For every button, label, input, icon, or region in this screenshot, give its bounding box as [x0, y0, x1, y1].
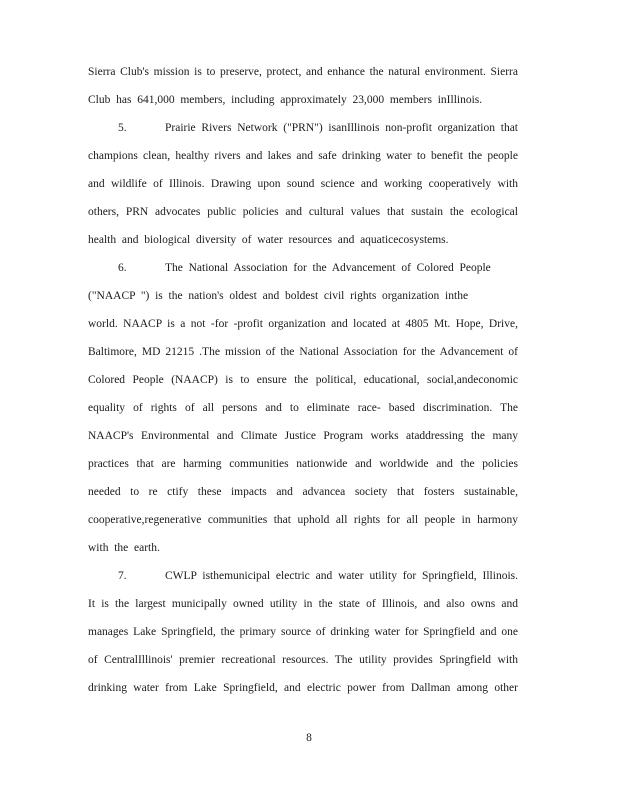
text-line: ("NAACP ") is the nation's oldest and boldest civil rights organization inthe [88, 290, 469, 302]
text-line-content: CWLP isthemunicipal electric and water utility for Springfield, Illinois. [165, 570, 518, 582]
text-line: practices that are harming communities nationwide and worldwide and the policies [88, 458, 518, 470]
text-line: drinking water from Lake Springfield, and electric power from Dallman among other [88, 682, 518, 694]
text-line: with the earth. [88, 542, 160, 554]
text-line [88, 254, 518, 282]
text-line: NAACP's Environmental and Climate Justice Program works ataddressing the many [88, 430, 518, 442]
text-line: and wildlife of Illinois. Drawing upon sound science and working cooperatively with [88, 178, 518, 190]
text-line-content: Prairie Rivers Network ("PRN") isanIllinois non-profit organization that [165, 122, 518, 134]
text-line: Colored People (NAACP) is to ensure the political, educational, social,andeconomic [88, 374, 518, 386]
text-line: of CentralIllinois' premier recreational resources. The utility provides Springfield with [88, 654, 518, 666]
text-line: equality of rights of all persons and to eliminate race- based discrimination. The [88, 402, 518, 414]
paragraph-number: 6. [118, 262, 127, 274]
paragraph-number: 5. [118, 122, 127, 134]
text-line: manages Lake Springfield, the primary source of drinking water for Springfield and one [88, 626, 518, 638]
text-line: Baltimore, MD 21215 .The mission of the National Association for the Advancement of [88, 346, 518, 358]
text-line [88, 114, 518, 142]
text-line: It is the largest municipally owned utility in the state of Illinois, and also owns and [88, 598, 518, 610]
text-line: health and biological diversity of water resources and aquaticecosystems. [88, 234, 449, 246]
text-line: Sierra Club's mission is to preserve, protect, and enhance the natural environment. Sierra [88, 66, 518, 78]
text-line: champions clean, healthy rivers and lakes and safe drinking water to benefit the people [88, 150, 518, 162]
text-line-content: The National Association for the Advancement of Colored People [165, 262, 491, 274]
body-text [88, 58, 518, 702]
text-line: world. NAACP is a not -for -profit organization and located at 4805 Mt. Hope, Drive, [88, 318, 518, 330]
page-number: 8 [306, 732, 312, 744]
text-line: needed to re ctify these impacts and advancea society that fosters sustainable, [88, 486, 518, 498]
paragraph-number: 7. [118, 570, 127, 582]
text-line: others, PRN advocates public policies and cultural values that sustain the ecological [88, 206, 518, 218]
text-line: cooperative,regenerative communities that uphold all rights for all people in harmony [88, 514, 518, 526]
text-line [88, 562, 518, 590]
text-line: Club has 641,000 members, including approximately 23,000 members inIllinois. [88, 94, 483, 106]
